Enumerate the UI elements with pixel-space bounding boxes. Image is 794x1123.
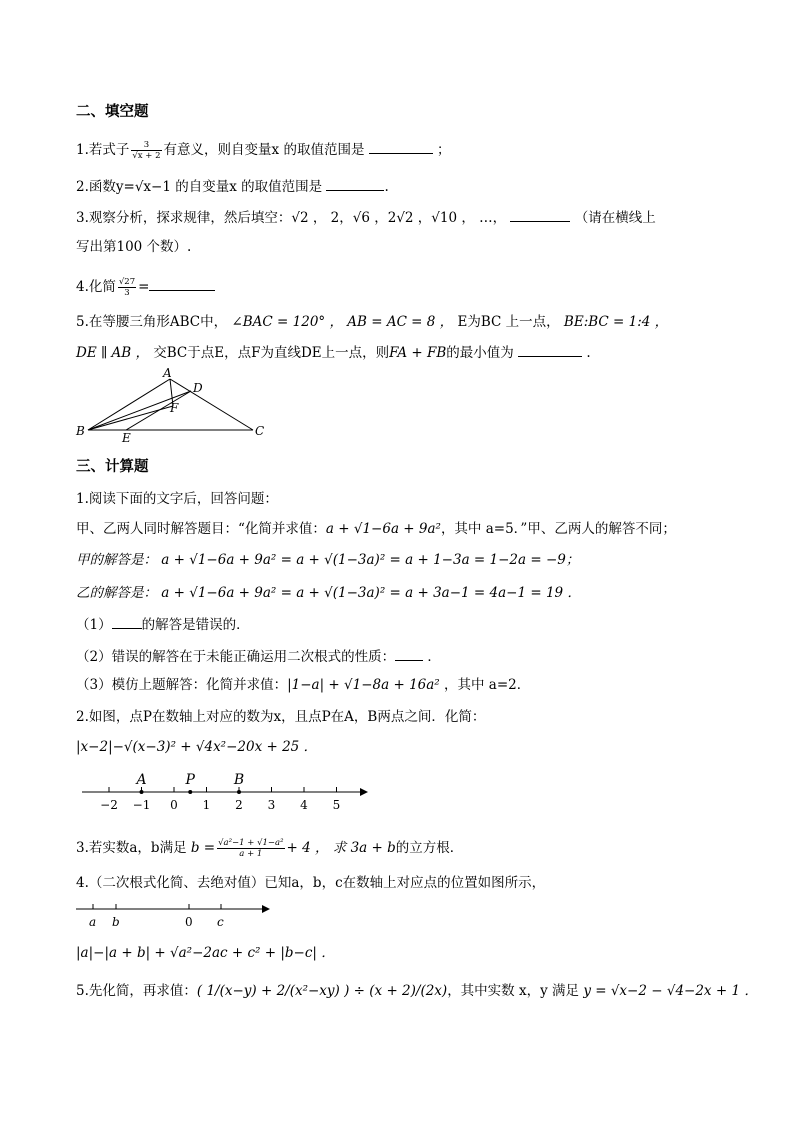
axis-label-b: b xyxy=(112,915,120,929)
axis-tick-label: 2 xyxy=(235,798,243,812)
answer-blank xyxy=(518,342,582,357)
axis-tick-label: −2 xyxy=(100,798,118,812)
answer-blank xyxy=(149,276,215,291)
question-3-1-problem: 甲、乙两人同时解答题目：“化简并求值：a + √1−6a + 9a²，其中 a=5．”甲、乙两人的解答不同； xyxy=(76,521,676,537)
section3-heading: 三、计算题 xyxy=(76,459,149,475)
question-3-1-part1: （1） 的解答是错误的． xyxy=(76,614,250,634)
answer-blank xyxy=(112,614,142,629)
number-line-1 xyxy=(76,766,376,816)
axis-label-0: 0 xyxy=(185,915,193,929)
fraction: $\frac{3}{√x + 2}$ xyxy=(132,140,161,161)
section2-heading: 二、填空题 xyxy=(76,104,149,120)
point-label-P: P xyxy=(185,772,195,788)
axis-label-a: a xyxy=(89,915,97,929)
label-C: C xyxy=(255,424,265,438)
question-3-2-expr: |x−2|−√(x−3)² + √4x²−20x + 25 ． xyxy=(76,739,318,755)
label-F: F xyxy=(170,401,179,415)
axis-tick-label: −1 xyxy=(132,798,151,812)
question-2-2: 2.函数y=√x−1 的自变量x 的取值范围是 . xyxy=(76,176,389,196)
question-3-4: 4.（二次根式化简、去绝对值）已知a，b，c在数轴上对应点的位置如图所示， xyxy=(76,875,546,891)
question-2-3: 3.观察分析，探求规律，然后填空：√2 ， 2，√6 ，2√2 ，√10 ， …， （请在横线上 xyxy=(76,207,656,227)
axis-tick-label: 5 xyxy=(332,798,341,812)
label-A: A xyxy=(163,366,172,380)
triangle-figure xyxy=(70,365,270,445)
axis-tick-label: 0 xyxy=(170,798,178,812)
point-A xyxy=(140,790,144,794)
question-3-2: 2.如图，点P在数轴上对应的数为x，且点P在A，B两点之间．化简： xyxy=(76,709,486,725)
point-label-B: B xyxy=(233,772,245,788)
question-2-4: 4.化简 $\frac{√27}{3}$ = xyxy=(76,276,215,298)
question-3-4-expr: |a|−|a + b| + √a²−2ac + c² + |b−c| ． xyxy=(76,945,335,961)
question-2-5: 5.在等腰三角形ABC中， ∠BAC = 120° ， AB = AC = 8 ， E为BC 上一点， BE:BC = 1:4 ， xyxy=(76,314,669,330)
question-3-1-part2: （2）错误的解答在于未能正确运用二次根式的性质： ． xyxy=(76,646,441,666)
axis-label-c: c xyxy=(217,915,224,929)
axis-tick-label: 4 xyxy=(300,798,308,812)
axis-tick-label: 1 xyxy=(202,798,211,812)
label-B: B xyxy=(76,424,85,438)
point-P xyxy=(188,790,192,794)
point-B xyxy=(237,790,241,794)
question-3-1-part3: （3）模仿上题解答：化简并求值：|1−a| + √1−8a + 16a² ，其中 a=2． xyxy=(76,677,531,693)
question-3-5: 5.先化简，再求值：( 1/(x−y) + 2/(x²−xy) ) ÷ (x + 2)/(2x)，其中实数 x，y 满足 y = √x−2 − √4−2x + 1 ． xyxy=(76,983,758,999)
question-3-1-yi: 乙的解答是： a + √1−6a + 9a² = a + √(1−3a)² = a + 3a−1 = 4a−1 = 19 ． xyxy=(76,585,581,601)
question-3-1-jia: 甲的解答是： a + √1−6a + 9a² = a + √(1−3a)² = a + 1−3a = 1−2a = −9； xyxy=(76,552,580,568)
fraction: $\frac{√27}{3}$ xyxy=(118,277,136,298)
axis-arrow xyxy=(360,788,368,796)
axis-tick-label: 3 xyxy=(267,798,276,812)
answer-blank xyxy=(510,207,570,222)
question-3-3: 3.若实数a，b满足 b = $\frac{\text{√a²−1 + √1−a²}}{a + 1}$ + 4 ， 求 3a + b的立方根． xyxy=(76,838,464,859)
fraction: $\frac{\text{√a²−1 + √1−a²}}{a + 1}$ xyxy=(218,838,284,859)
number-line-2 xyxy=(76,896,276,932)
question-2-5-cont: DE ∥ AB ， 交BC于点E，点F为直线DE上一点，则FA + FB的最小值为 . xyxy=(76,342,591,362)
question-2-1: 1.若式子 $\frac{3}{√x + 2}$ 有意义，则自变量x 的取值范围是 ； xyxy=(76,140,451,161)
answer-blank xyxy=(395,646,423,661)
answer-blank xyxy=(326,176,384,191)
answer-blank xyxy=(369,139,433,154)
question-3-1-intro: 1.阅读下面的文字后，回答问题： xyxy=(76,491,278,507)
label-E: E xyxy=(122,431,131,445)
label-D: D xyxy=(193,381,203,395)
point-label-A: A xyxy=(136,772,147,788)
question-2-3-cont: 写出第100 个数）. xyxy=(76,239,192,255)
